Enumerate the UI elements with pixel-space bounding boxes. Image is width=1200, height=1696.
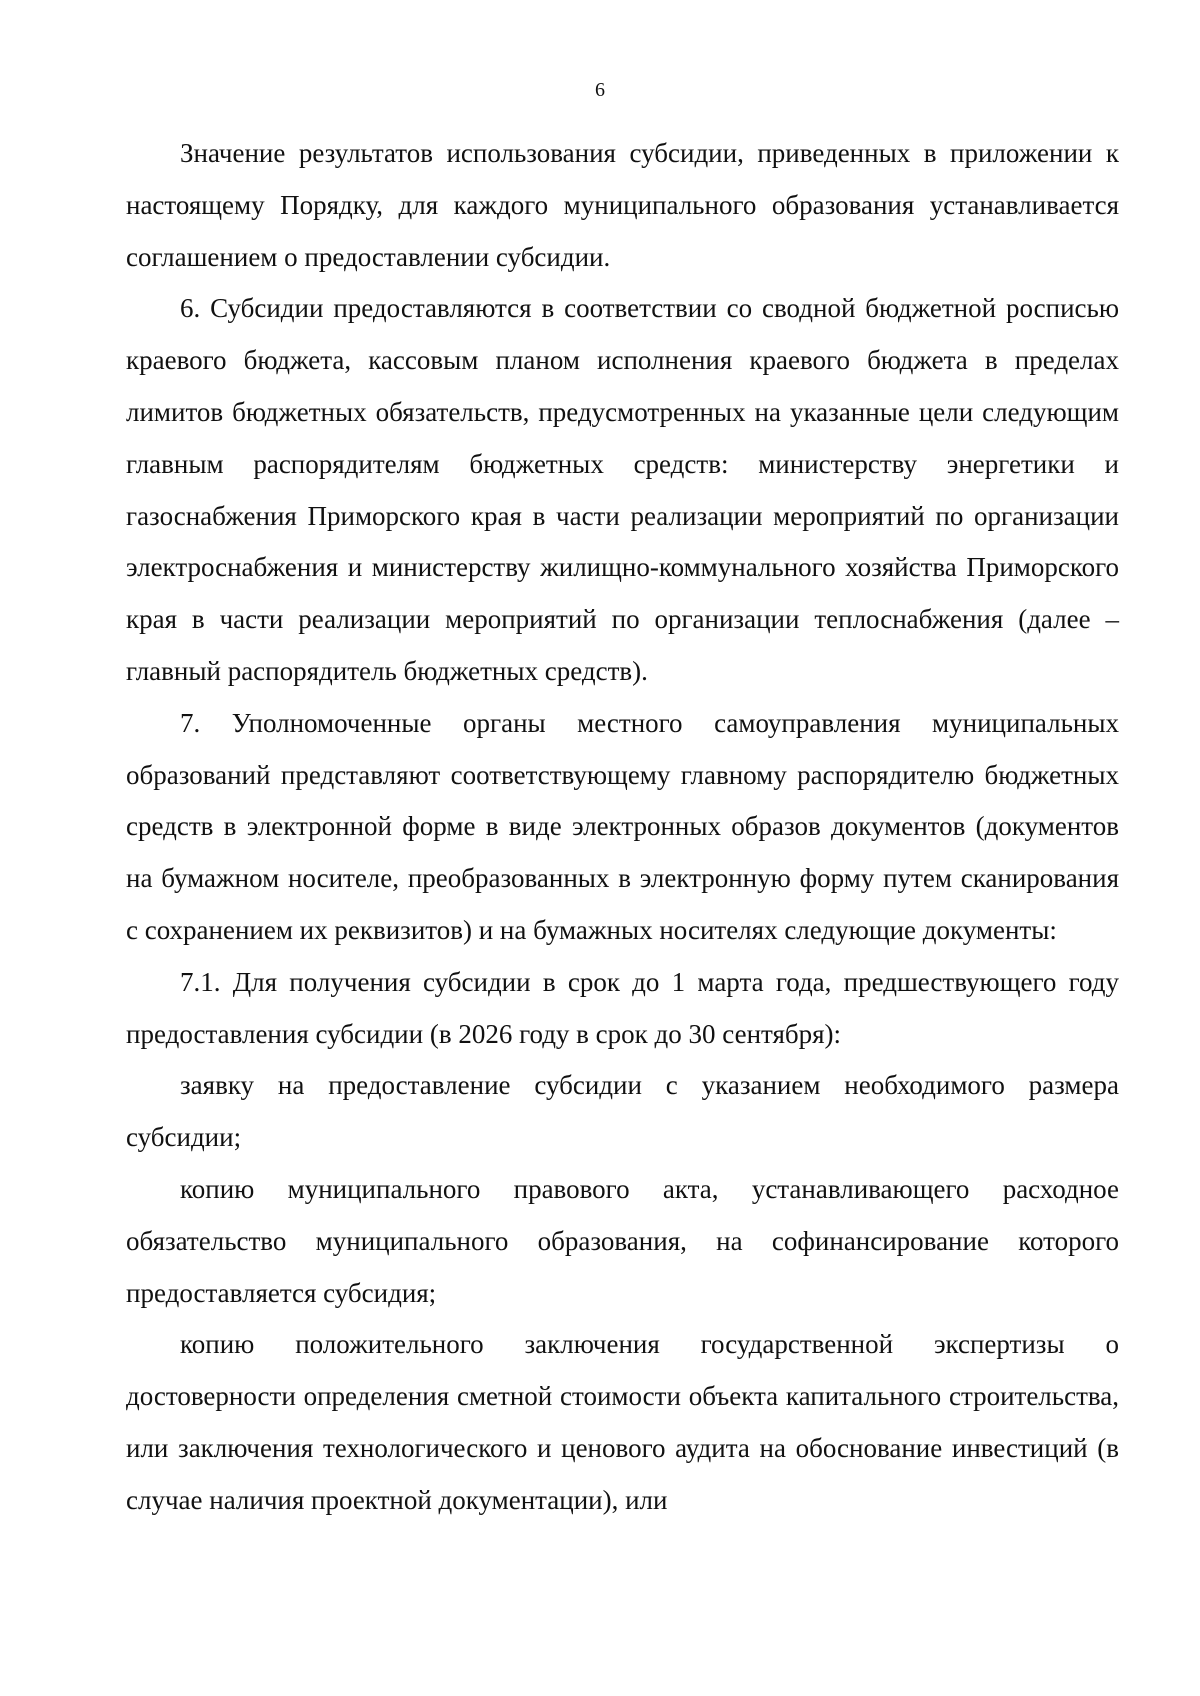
paragraph-expertise-copy: копию положительного заключения государственной экспертизы о достоверности определения сметной стоимости объекта капитального строительства, или заключения технологического и ценового аудита на обоснование инвестиций (в случае наличия проектной документации), или: [126, 1329, 1119, 1515]
paragraph-6-subsidies-provision: 6. Субсидии предоставляются в соответствии со сводной бюджетной росписью краевого бюджета, кассовым планом исполнения краевого бюджета в пределах лимитов бюджетных обязательств, предусмотренных на указанные цели следующим главным распорядителям бюджетных средств: министерству энергетики и газоснабжения Приморского края в части реализации мероприятий по организации электроснабжения и министерству жилищно-коммунального хозяйства Приморского края в части реализации мероприятий по организации теплоснабжения (далее – главный распорядитель бюджетных средств).: [126, 293, 1119, 686]
paragraph-7-authorized-bodies: 7. Уполномоченные органы местного самоуправления муниципальных образований представляют соответствующему главному распорядителю бюджетных средств в электронной форме в виде электронных образов документов (документов на бумажном носителе, преобразованных в электронную форму путем сканирования с сохранением их реквизитов) и на бумажных носителях следующие документы:: [126, 707, 1119, 945]
paragraph-result-values: Значение результатов использования субсидии, приведенных в приложении к настоящему Порядку, для каждого муниципального образования устанавливается соглашением о предоставлении субсидии.: [126, 138, 1119, 272]
page-number: 6: [595, 79, 605, 101]
paragraph-legal-act-copy: копию муниципального правового акта, устанавливающего расходное обязательство муниципального образования, на софинансирование которого предоставляется субсидия;: [126, 1173, 1119, 1308]
paragraph-application: заявку на предоставление субсидии с указанием необходимого размера субсидии;: [126, 1070, 1119, 1153]
paragraph-7-1-deadline: 7.1. Для получения субсидии в срок до 1 марта года, предшествующего году предоставления субсидии (в 2026 году в срок до 30 сентября):: [126, 966, 1119, 1049]
document-body: [126, 128, 1119, 1527]
